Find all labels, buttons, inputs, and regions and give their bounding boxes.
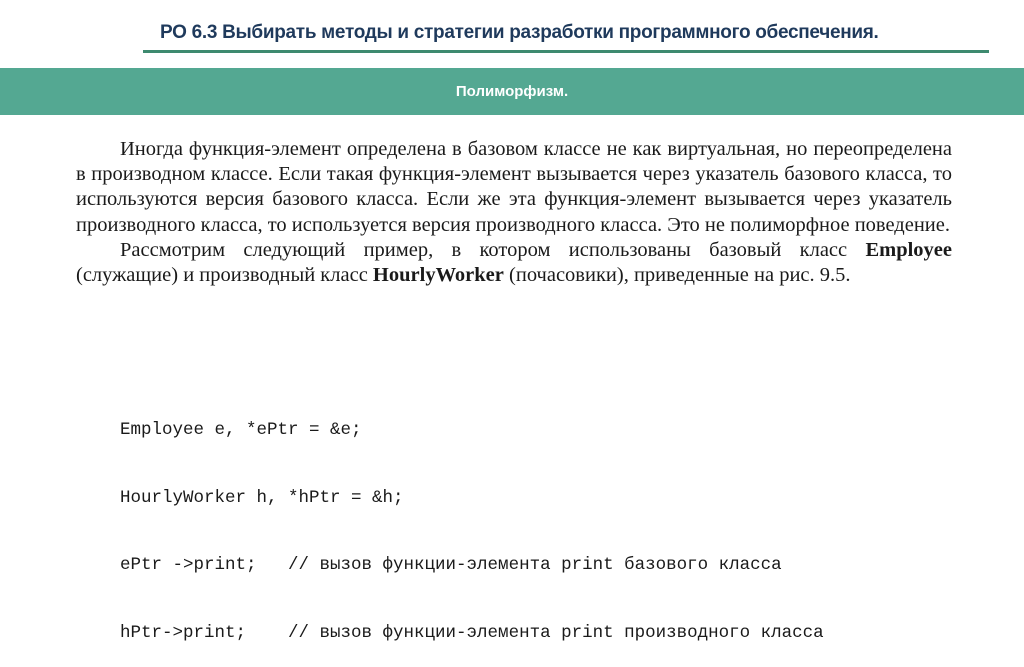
code-block <box>120 374 980 667</box>
class-name-employee: Employee <box>865 238 952 261</box>
class-name-hourlyworker: HourlyWorker <box>372 264 504 287</box>
paragraph-1: Иногда функция-элемент определена в базовом классе не как виртуальная, но переопределена в производном классе. Если такая функция-элемент вызывается через указатель базового класса, то используются версия базового класса. Если же эта функция-элемент вызывается через указатель производного класса, то используется версия производного класса. Это не полиморфное поведение. <box>76 138 952 236</box>
paragraph-2-text-mid: (служащие) и производный класс <box>76 264 373 287</box>
paragraph-2-text-end: (почасовики), приведенные на рис. 9.5. <box>503 264 851 287</box>
section-title: Полиморфизм. <box>455 83 569 100</box>
section-band <box>0 68 1024 115</box>
code-line-2: HourlyWorker h, *hPtr = &h; <box>120 487 404 508</box>
body-text <box>76 137 952 288</box>
code-line-1: Employee e, *ePtr = &e; <box>120 420 362 440</box>
paragraph-2-text-start: Рассмотрим следующий пример, в котором использованы базовый класс <box>120 238 866 261</box>
paragraph-2 <box>76 238 952 288</box>
slide-title: РО 6.3 Выбирать методы и стратегии разработки программного обеспечения. <box>160 22 879 43</box>
code-line-4: hPtr->print; // вызов функции-элемента print производного класса <box>120 622 824 643</box>
code-line-3: ePtr ->print; // вызов функции-элемента print базового класса <box>120 555 782 575</box>
title-divider <box>143 50 989 53</box>
